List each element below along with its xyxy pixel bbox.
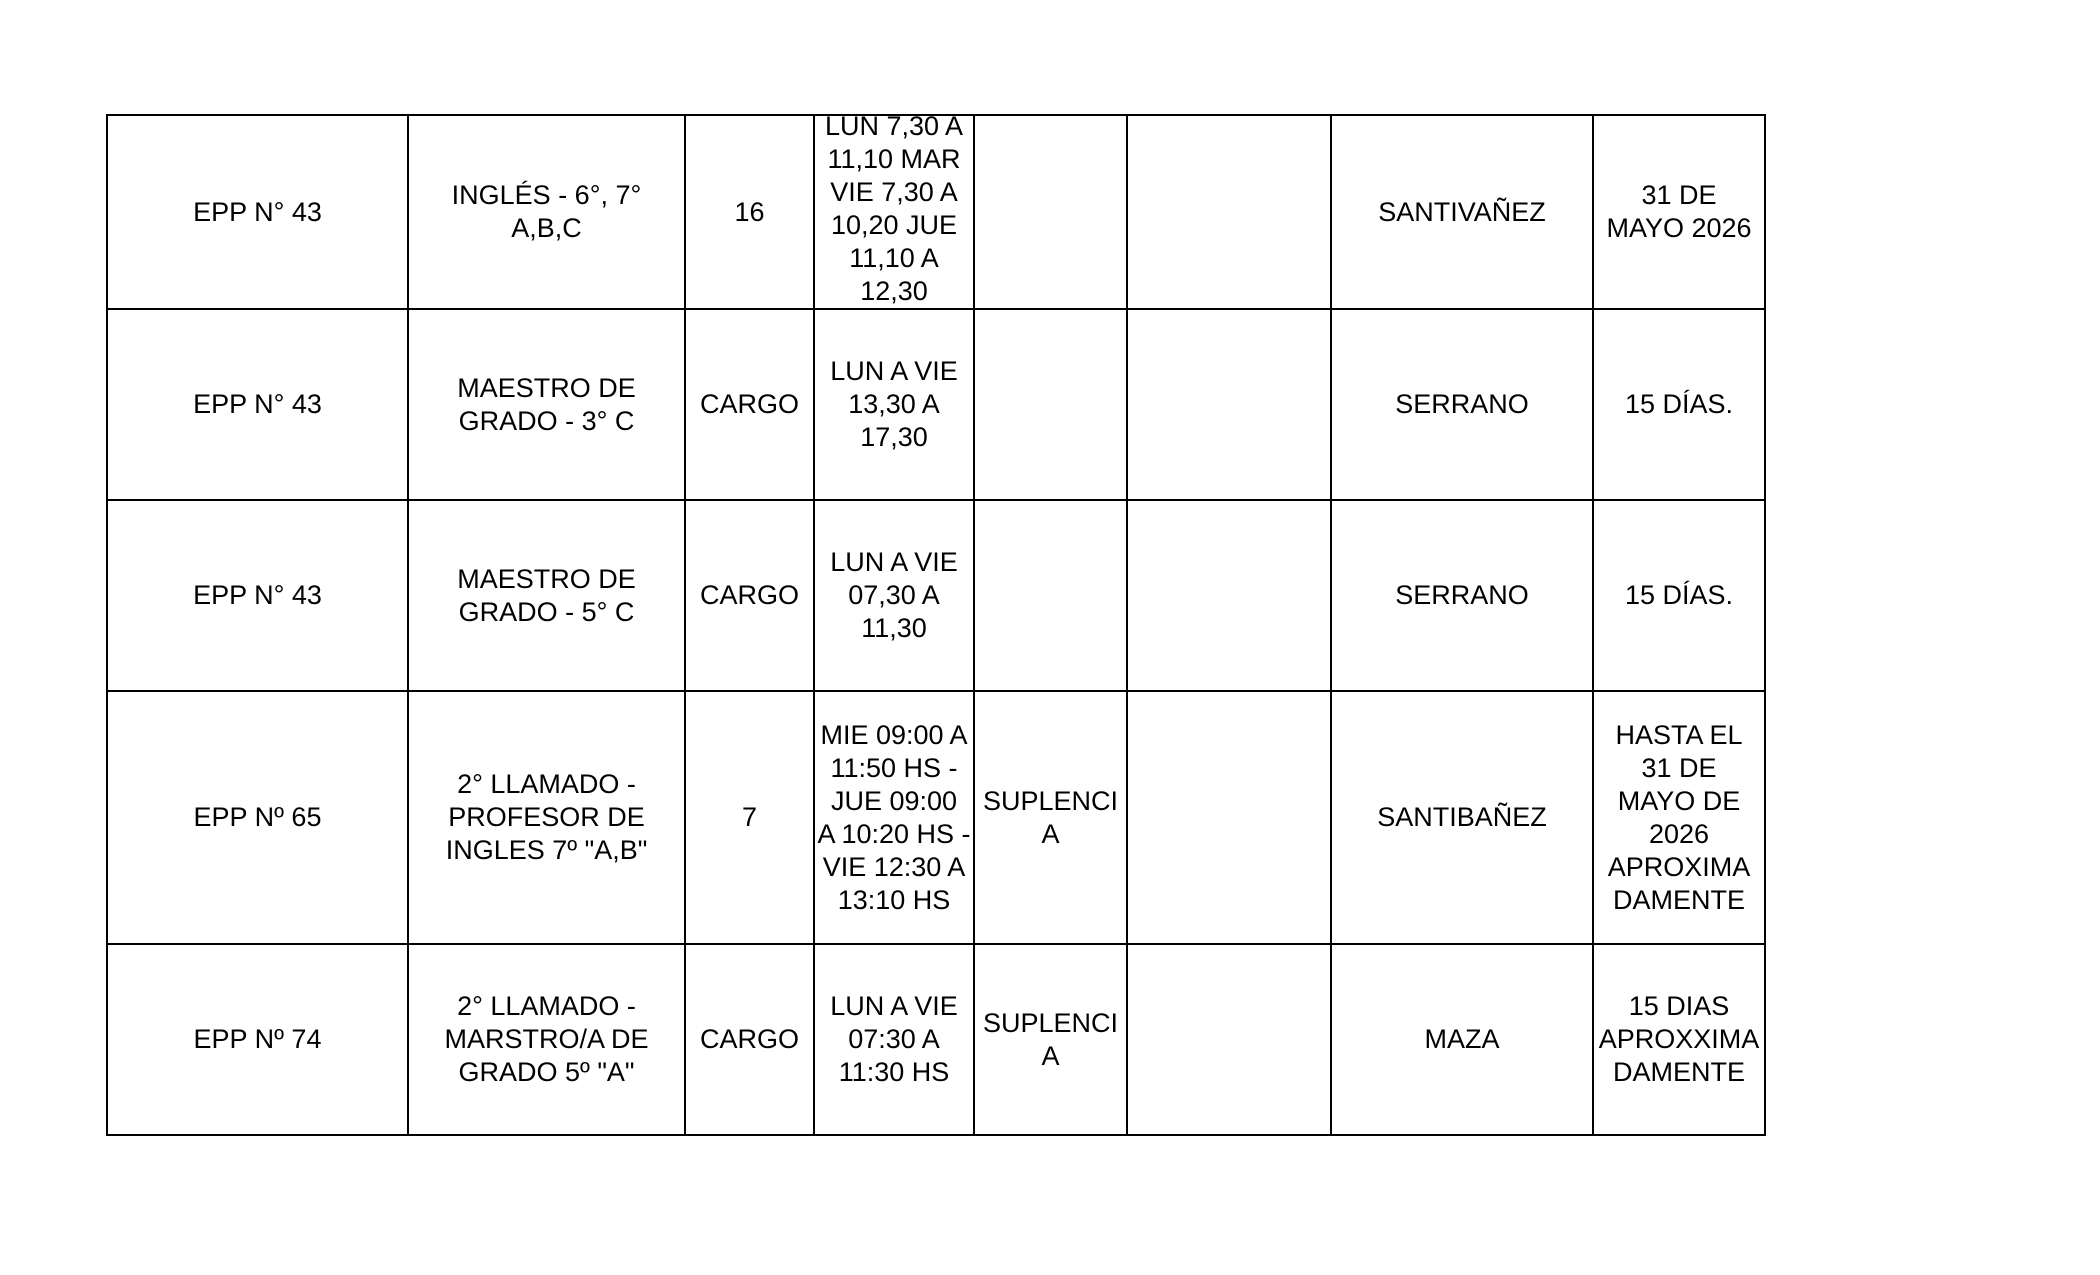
- cell-schedule: MIE 09:00 A 11:50 HS - JUE 09:00 A 10:20 HS - VIE 12:30 A 13:10 HS: [814, 691, 974, 944]
- cell-duration: HASTA EL 31 DE MAYO DE 2026 APROXIMA DAMENTE: [1593, 691, 1765, 944]
- cell-extra: [1127, 309, 1331, 500]
- cell-extra: [1127, 500, 1331, 691]
- table-row: [107, 309, 1765, 500]
- cell-duration: 31 DE MAYO 2026: [1593, 115, 1765, 309]
- cell-duration: 15 DIAS APROXXIMA DAMENTE: [1593, 944, 1765, 1135]
- table-row: [107, 115, 1765, 309]
- cell-type: SUPLENCI A: [974, 944, 1127, 1135]
- cell-extra: [1127, 115, 1331, 309]
- cell-schedule: LUN A VIE 07:30 A 11:30 HS: [814, 944, 974, 1135]
- cell-school: EPP Nº 65: [107, 691, 408, 944]
- cell-position: MAESTRO DE GRADO - 3° C: [408, 309, 685, 500]
- cell-position: 2° LLAMADO - MARSTRO/A DE GRADO 5º "A": [408, 944, 685, 1135]
- cell-extra: [1127, 691, 1331, 944]
- cell-type: [974, 309, 1127, 500]
- cell-type: [974, 500, 1127, 691]
- table-row: [107, 944, 1765, 1135]
- cell-duration: 15 DÍAS.: [1593, 309, 1765, 500]
- table-row: [107, 500, 1765, 691]
- cell-position: MAESTRO DE GRADO - 5° C: [408, 500, 685, 691]
- cell-position: 2° LLAMADO - PROFESOR DE INGLES 7º "A,B": [408, 691, 685, 944]
- cell-school: EPP N° 43: [107, 500, 408, 691]
- cell-schedule: LUN A VIE 07,30 A 11,30: [814, 500, 974, 691]
- cell-position: INGLÉS - 6°, 7° A,B,C: [408, 115, 685, 309]
- cell-teacher: SERRANO: [1331, 500, 1593, 691]
- cell-teacher: SANTIBAÑEZ: [1331, 691, 1593, 944]
- cell-hours: 7: [685, 691, 814, 944]
- cell-school: EPP N° 43: [107, 309, 408, 500]
- listing-table: [106, 114, 1766, 1136]
- cell-teacher: SERRANO: [1331, 309, 1593, 500]
- cell-hours: CARGO: [685, 309, 814, 500]
- cell-school: EPP N° 43: [107, 115, 408, 309]
- cell-school: EPP Nº 74: [107, 944, 408, 1135]
- cell-type: SUPLENCI A: [974, 691, 1127, 944]
- cell-teacher: MAZA: [1331, 944, 1593, 1135]
- cell-schedule: LUN 7,30 A 11,10 MAR VIE 7,30 A 10,20 JUE 11,10 A 12,30: [814, 115, 974, 309]
- cell-type: [974, 115, 1127, 309]
- table-row: [107, 691, 1765, 944]
- cell-hours: 16: [685, 115, 814, 309]
- cell-schedule: LUN A VIE 13,30 A 17,30: [814, 309, 974, 500]
- cell-duration: 15 DÍAS.: [1593, 500, 1765, 691]
- cell-teacher: SANTIVAÑEZ: [1331, 115, 1593, 309]
- cell-hours: CARGO: [685, 500, 814, 691]
- cell-extra: [1127, 944, 1331, 1135]
- cell-hours: CARGO: [685, 944, 814, 1135]
